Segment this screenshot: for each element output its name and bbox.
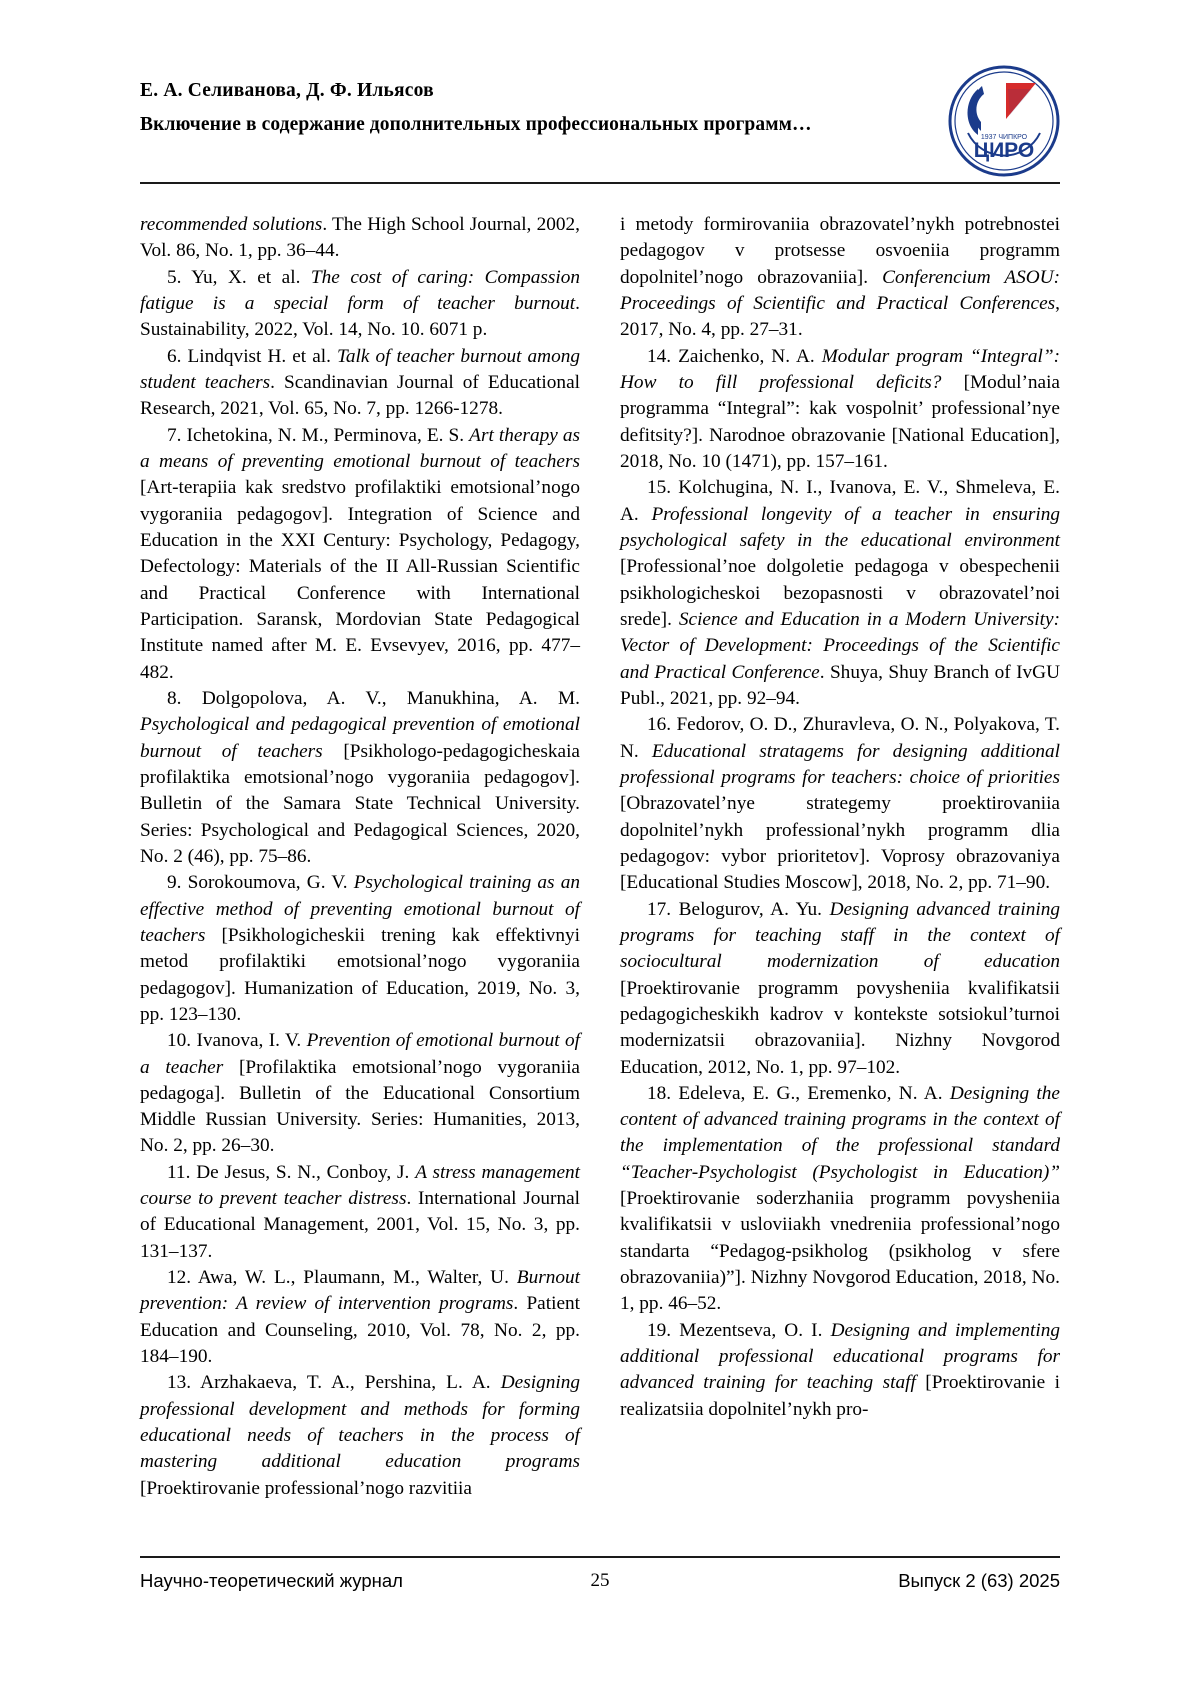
reference-item: 10. Ivanova, I. V. Prevention of emotional burnout of a teacher [Profilaktika emotsional’nogo vygoraniia pedagoga]. Bulletin of the Educational Consortium Middle Russian University. Series: Humanities, 2013, No. 2, pp. 26–30. xyxy=(140,1030,580,1157)
reference-item: 17. Belogurov, A. Yu. Designing advanced training programs for teaching staff in the context of sociocultural modernization of education [Proektirovanie programm povysheniia kvalifikatsii pedagogicheskikh kadrov v kontekste sotsiokul’turnoi modernizatsii obrazovaniia]. Nizhny Novgorod Education, 2012, No. 1, pp. 97–102. xyxy=(620,898,1060,1078)
header-article-title: Включение в содержание дополнительных профессиональных программ… xyxy=(140,114,812,135)
footer-journal-name: Научно-теоретический журнал xyxy=(140,1570,403,1591)
reference-item: 15. Kolchugina, N. I., Ivanova, E. V., Shmeleva, E. A. Professional longevity of a teacher in ensuring psychological safety in the educational environment [Professional’noe dolgoletie pedagoga v obespechenii psikhologicheskoi bezopasnosti v obrazovatel’noi srede]. Science and Education in a Modern University: Vector of Development: Proceedings of the Scientific and Practical Conference. Shuya, Shuy Branch of IvGU Publ., 2021, pp. 92–94. xyxy=(620,477,1060,709)
reference-item: 12. Awa, W. L., Plaumann, M., Walter, U. Burnout prevention: A review of intervention programs. Patient Education and Counseling, 2010, Vol. 78, No. 2, pp. 184–190. xyxy=(140,1267,581,1368)
footer-issue: Выпуск 2 (63) 2025 xyxy=(898,1570,1060,1591)
page-footer xyxy=(140,1570,1060,1600)
reference-item: 11. De Jesus, S. N., Conboy, J. A stress management course to prevent teacher distress. International Journal of Educational Management, 2001, Vol. 15, No. 3, pp. 131–137. xyxy=(140,1161,581,1262)
reference-item: 5. Yu, X. et al. The cost of caring: Compassion fatigue is a special form of teacher burnout. Sustainability, 2022, Vol. 14, No. 10. 6071 p. xyxy=(140,266,581,341)
reference-item: recommended solutions. The High School Journal, 2002, Vol. 86, No. 1, pp. 36–44. xyxy=(140,214,580,262)
header-authors: Е. А. Селиванова, Д. Ф. Ильясов xyxy=(140,80,434,101)
logo-text: ЦИРО xyxy=(973,139,1035,162)
reference-item: 13. Arzhakaeva, T. A., Pershina, L. A. Designing professional development and methods for forming educational needs of teachers in the process of mastering additional education programs [Proektirovanie professional’nogo razvitiia xyxy=(140,1372,580,1499)
reference-item: i metody formirovaniia obrazovatel’nykh potrebnostei pedagogov v protsesse osvoeniia programm dopolnitel’nogo obrazovaniia]. Conferencium ASOU: Proceedings of Scientific and Practical Conferences, 2017, No. 4, pp. 27–31. xyxy=(620,214,1061,341)
reference-item: 8. Dolgopolova, A. V., Manukhina, A. M. Psychological and pedagogical prevention of emotional burnout of teachers [Psikhologo-pedagogicheskaia profilaktika emotsional’nogo vygoraniia pedagogov]. Bulletin of the Samara State Technical University. Series: Psychological and Pedagogical Sciences, 2020, No. 2 (46), pp. 75–86. xyxy=(140,687,580,867)
journal-logo xyxy=(948,65,1060,177)
reference-item: 19. Mezentseva, O. I. Designing and implementing additional professional educational programs for advanced training for teaching staff [Proektirovanie i realizatsiia dopolnitel’nykh pro- xyxy=(620,1319,1061,1420)
column-right xyxy=(620,212,1060,1423)
footer-divider xyxy=(140,1556,1060,1558)
reference-item: 16. Fedorov, O. D., Zhuravleva, O. N., Polyakova, T. N. Educational stratagems for designing additional professional programs for teachers: choice of priorities [Obrazovatel’nye strategemy proektirovaniia dopolnitel’nykh professional’nykh programm dlia pedagogov: vybor prioritetov]. Voprosy obrazovaniya [Educational Studies Moscow], 2018, No. 2, pp. 71–90. xyxy=(620,714,1060,894)
header-divider xyxy=(140,182,1060,184)
header-text-block xyxy=(140,80,900,136)
reference-item: 18. Edeleva, E. G., Eremenko, N. A. Designing the content of advanced training programs in the context of the implementation of the professional standard “Teacher-Psychologist (Psychologist in Education)” [Proektirovanie soderzhaniia programm povysheniia kvalifikatsii v usloviiakh vnedreniia professional’nogo standarta “Pedagog-psikholog (psikholog v sfere obrazovaniia)”]. Nizhny Novgorod Education, 2018, No. 1, pp. 46–52. xyxy=(620,1082,1060,1315)
page-number: 25 xyxy=(590,1570,610,1591)
reference-item: 6. Lindqvist H. et al. Talk of teacher burnout among student teachers. Scandinavian Journal of Educational Research, 2021, Vol. 65, No. 7, pp. 1266-1278. xyxy=(140,345,580,420)
reference-item: 9. Sorokoumova, G. V. Psychological training as an effective method of preventing emotional burnout of teachers [Psikhologicheskii trening kak effektivnyi metod profilaktiki emotsional’nogo vygoraniia pedagogov]. Humanization of Education, 2019, No. 3, pp. 123–130. xyxy=(140,872,580,1025)
reference-item: 14. Zaichenko, N. A. Modular program “Integral”: How to fill professional deficits? [Modul’naia programma “Integral”: kak vospolnit’ professional’nye defitsity?]. Narodnoe obrazovanie [National Education], 2018, No. 10 (1471), pp. 157–161. xyxy=(620,345,1061,472)
logo-subtext: 1937 ЧИПКРО xyxy=(980,134,1028,141)
page-header xyxy=(140,80,1060,180)
column-left xyxy=(140,212,580,1502)
reference-item: 7. Ichetokina, N. M., Perminova, E. S. Art therapy as a means of preventing emotional burnout of teachers [Art-terapiia kak sredstvo profilaktiki emotsional’nogo vygoraniia pedagogov]. Integration of Science and Education in the XXI Century: Psychology, Pedagogy, Defectology: Materials of the II All-Russian Scientific and Practical Conference with International Participation. Saransk, Mordovian State Pedagogical Institute named after M. E. Evsevyev, 2016, pp. 477–482. xyxy=(140,424,580,683)
